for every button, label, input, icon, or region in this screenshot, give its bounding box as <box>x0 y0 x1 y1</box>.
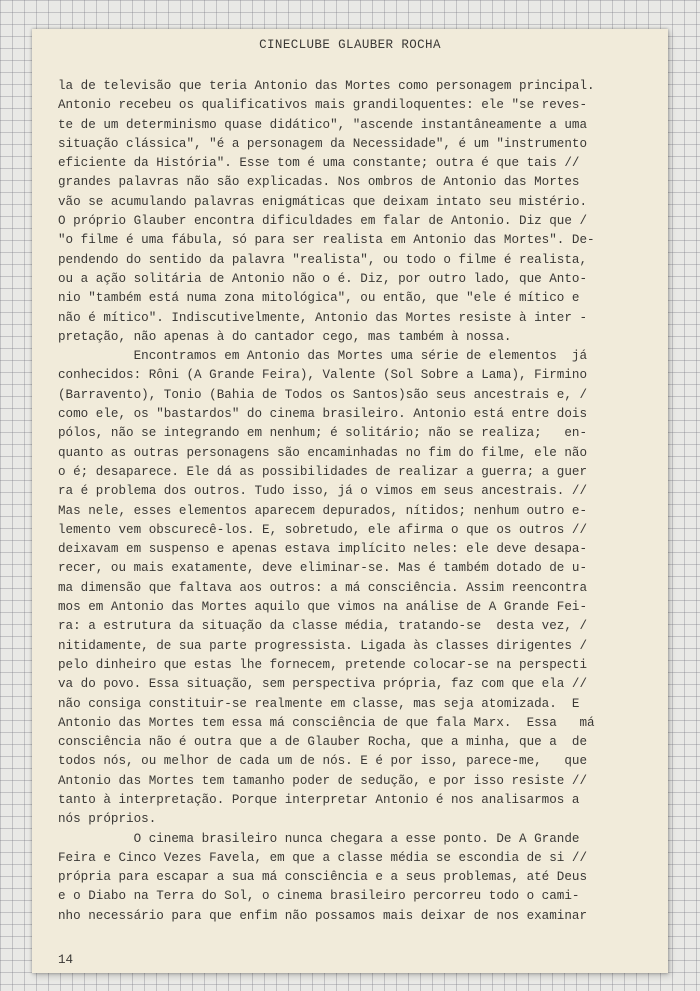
text-line: pendendo do sentido da palavra "realista", ou todo o filme é realista, <box>58 252 588 267</box>
text-line: Antonio das Mortes tem tamanho poder de sedução, e por isso resiste // <box>58 773 588 788</box>
text-line: pelo dinheiro que estas lhe fornecem, pretende colocar-se na perspecti <box>58 657 588 672</box>
text-line: Feira e Cinco Vezes Favela, em que a classe média se escondia de si // <box>58 850 588 865</box>
text-line: tanto à interpretação. Porque interpretar Antonio é nos analisarmos a <box>58 792 580 807</box>
text-line: Mas nele, esses elementos aparecem depurados, nítidos; nenhum outro e- <box>58 503 588 518</box>
body-text <box>58 77 646 926</box>
text-line: pretação, não apenas à do cantador cego, mas também à nossa. <box>58 329 512 344</box>
text-line: O próprio Glauber encontra dificuldades em falar de Antonio. Diz que / <box>58 214 588 229</box>
text-line: lemento vem obscurecê-los. E, sobretudo, ele afirma o que os outros // <box>58 522 588 537</box>
text-line: ra é problema dos outros. Tudo isso, já o vimos em seus ancestrais. // <box>58 484 588 499</box>
text-line: não é mítico". Indiscutivelmente, Antonio das Mortes resiste à inter - <box>58 310 588 325</box>
typewritten-page <box>32 29 668 973</box>
text-line: o é; desaparece. Ele dá as possibilidades de realizar a guerra; a guer <box>58 464 588 479</box>
text-line: O cinema brasileiro nunca chegara a esse ponto. De A Grande <box>58 831 580 846</box>
text-line: pólos, não se integrando em nenhum; é solitário; não se realiza; en- <box>58 426 588 441</box>
text-line: situação clássica", "é a personagem da Necessidade", é um "instrumento <box>58 136 588 151</box>
text-line: nho necessário para que enfim não possamos mais deixar de nos examinar <box>58 908 588 923</box>
text-line: va do povo. Essa situação, sem perspectiva própria, faz com que ela // <box>58 677 588 692</box>
text-line: consciência não é outra que a de Glauber Rocha, que a minha, que a de <box>58 735 588 750</box>
text-line: la de televisão que teria Antonio das Mortes como personagem principal. <box>58 79 595 93</box>
text-line: vão se acumulando palavras enigmáticas que deixam intato seu mistério. <box>58 194 588 209</box>
text-line: "o filme é uma fábula, só para ser realista em Antonio das Mortes". De- <box>58 233 595 248</box>
text-line: quanto as outras personagens são encaminhadas no fim do filme, ele não <box>58 445 588 460</box>
text-line: mos em Antonio das Mortes aquilo que vimos na análise de A Grande Fei- <box>58 600 588 615</box>
text-line: e o Diabo na Terra do Sol, o cinema brasileiro percorreu todo o cami- <box>58 889 580 904</box>
text-line: ra: a estrutura da situação da classe média, tratando-se desta vez, / <box>58 619 588 634</box>
text-line: nio "também está numa zona mitológica", ou então, que "ele é mítico e <box>58 291 580 306</box>
text-line: conhecidos: Rôni (A Grande Feira), Valente (Sol Sobre a Lama), Firmino <box>58 368 588 383</box>
text-line: ou a ação solitária de Antonio não o é. Diz, por outro lado, que Anto- <box>58 271 588 286</box>
text-line: Antonio recebeu os qualificativos mais grandiloquentes: ele "se reves- <box>58 98 588 113</box>
text-line: própria para escapar a sua má consciência e a seus problemas, até Deus <box>58 870 588 885</box>
text-line: recer, ou mais exatamente, deve eliminar-se. Mas é também dotado de u- <box>58 561 588 576</box>
text-line: (Barravento), Tonio (Bahia de Todos os Santos)são seus ancestrais e, / <box>58 387 588 402</box>
page-header: CINECLUBE GLAUBER ROCHA <box>259 38 441 52</box>
text-line: como ele, os "bastardos" do cinema brasileiro. Antonio está entre dois <box>58 407 588 422</box>
text-line: Encontramos em Antonio das Mortes uma série de elementos já <box>58 349 588 364</box>
text-line: nitidamente, de sua parte progressista. Ligada às classes dirigentes / <box>58 638 588 653</box>
text-line: nós próprios. <box>58 812 157 827</box>
text-line: deixavam em suspenso e apenas estava implícito neles: ele deve desapa- <box>58 542 588 557</box>
text-line: todos nós, ou melhor de cada um de nós. E é por isso, parece-me, que <box>58 754 588 769</box>
text-line: grandes palavras não são explicadas. Nos ombros de Antonio das Mortes <box>58 175 580 190</box>
page-number: 14 <box>58 953 74 967</box>
text-line: ma dimensão que faltava aos outros: a má consciência. Assim reencontra <box>58 580 588 595</box>
text-line: eficiente da História". Esse tom é uma constante; outra é que tais // <box>58 156 580 171</box>
text-line: não consiga constituir-se realmente em classe, mas seja atomizada. E <box>58 696 580 711</box>
text-line: te de um determinismo quase didático", "ascende instantâneamente a uma <box>58 117 588 132</box>
text-line: Antonio das Mortes tem essa má consciência de que fala Marx. Essa má <box>58 715 595 730</box>
